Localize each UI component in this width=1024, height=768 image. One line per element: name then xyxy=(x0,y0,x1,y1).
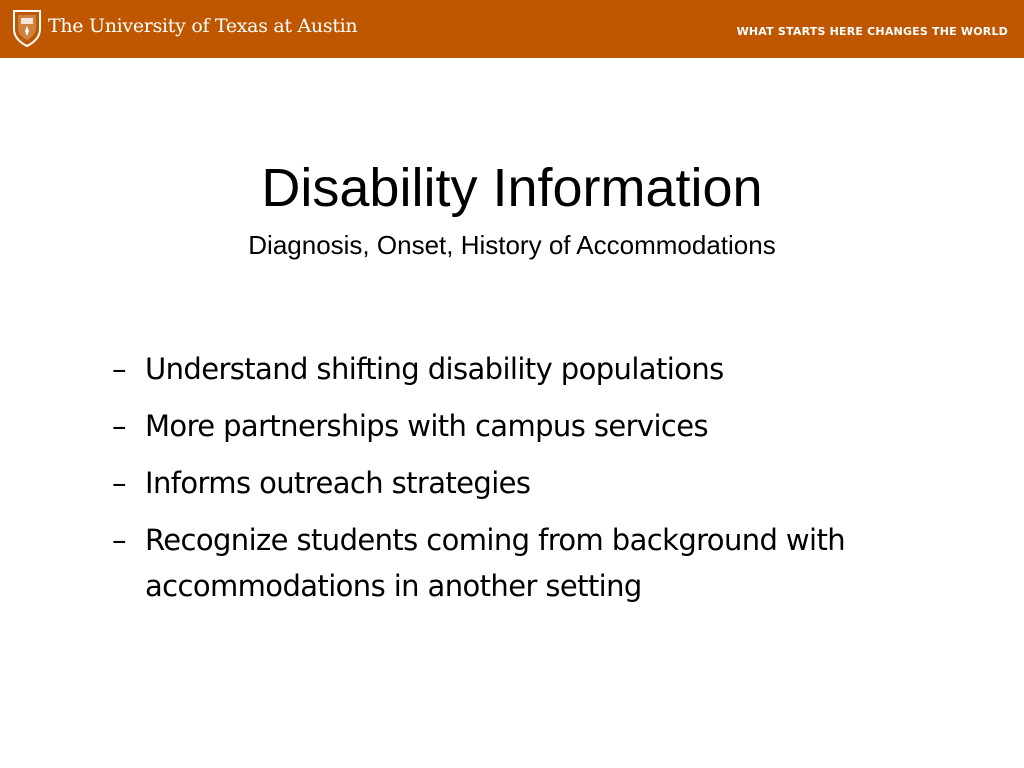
header-bar xyxy=(0,0,1024,58)
bullet-dash: – xyxy=(112,409,126,443)
slide-title: Disability Information xyxy=(261,158,763,218)
bullet-item xyxy=(112,517,992,609)
bullet-text: Informs outreach strategies xyxy=(145,466,531,500)
bullet-text: Recognize students coming from background with accommodations in another setting xyxy=(145,523,846,603)
bullet-item xyxy=(112,346,992,392)
bullet-item xyxy=(112,460,992,506)
bullet-item xyxy=(112,403,992,449)
slide-subtitle: Diagnosis, Onset, History of Accommodations xyxy=(248,230,776,260)
bullet-dash: – xyxy=(112,352,126,386)
bullet-dash: – xyxy=(112,523,126,557)
bullet-dash: – xyxy=(112,466,126,500)
bullet-text: Understand shifting disability populations xyxy=(145,352,724,386)
ut-seal-icon xyxy=(12,9,42,47)
university-name: The University of Texas at Austin xyxy=(48,15,358,37)
bullet-text: More partnerships with campus services xyxy=(145,409,709,443)
tagline: WHAT STARTS HERE CHANGES THE WORLD xyxy=(736,25,1008,38)
bullet-list xyxy=(112,346,992,620)
